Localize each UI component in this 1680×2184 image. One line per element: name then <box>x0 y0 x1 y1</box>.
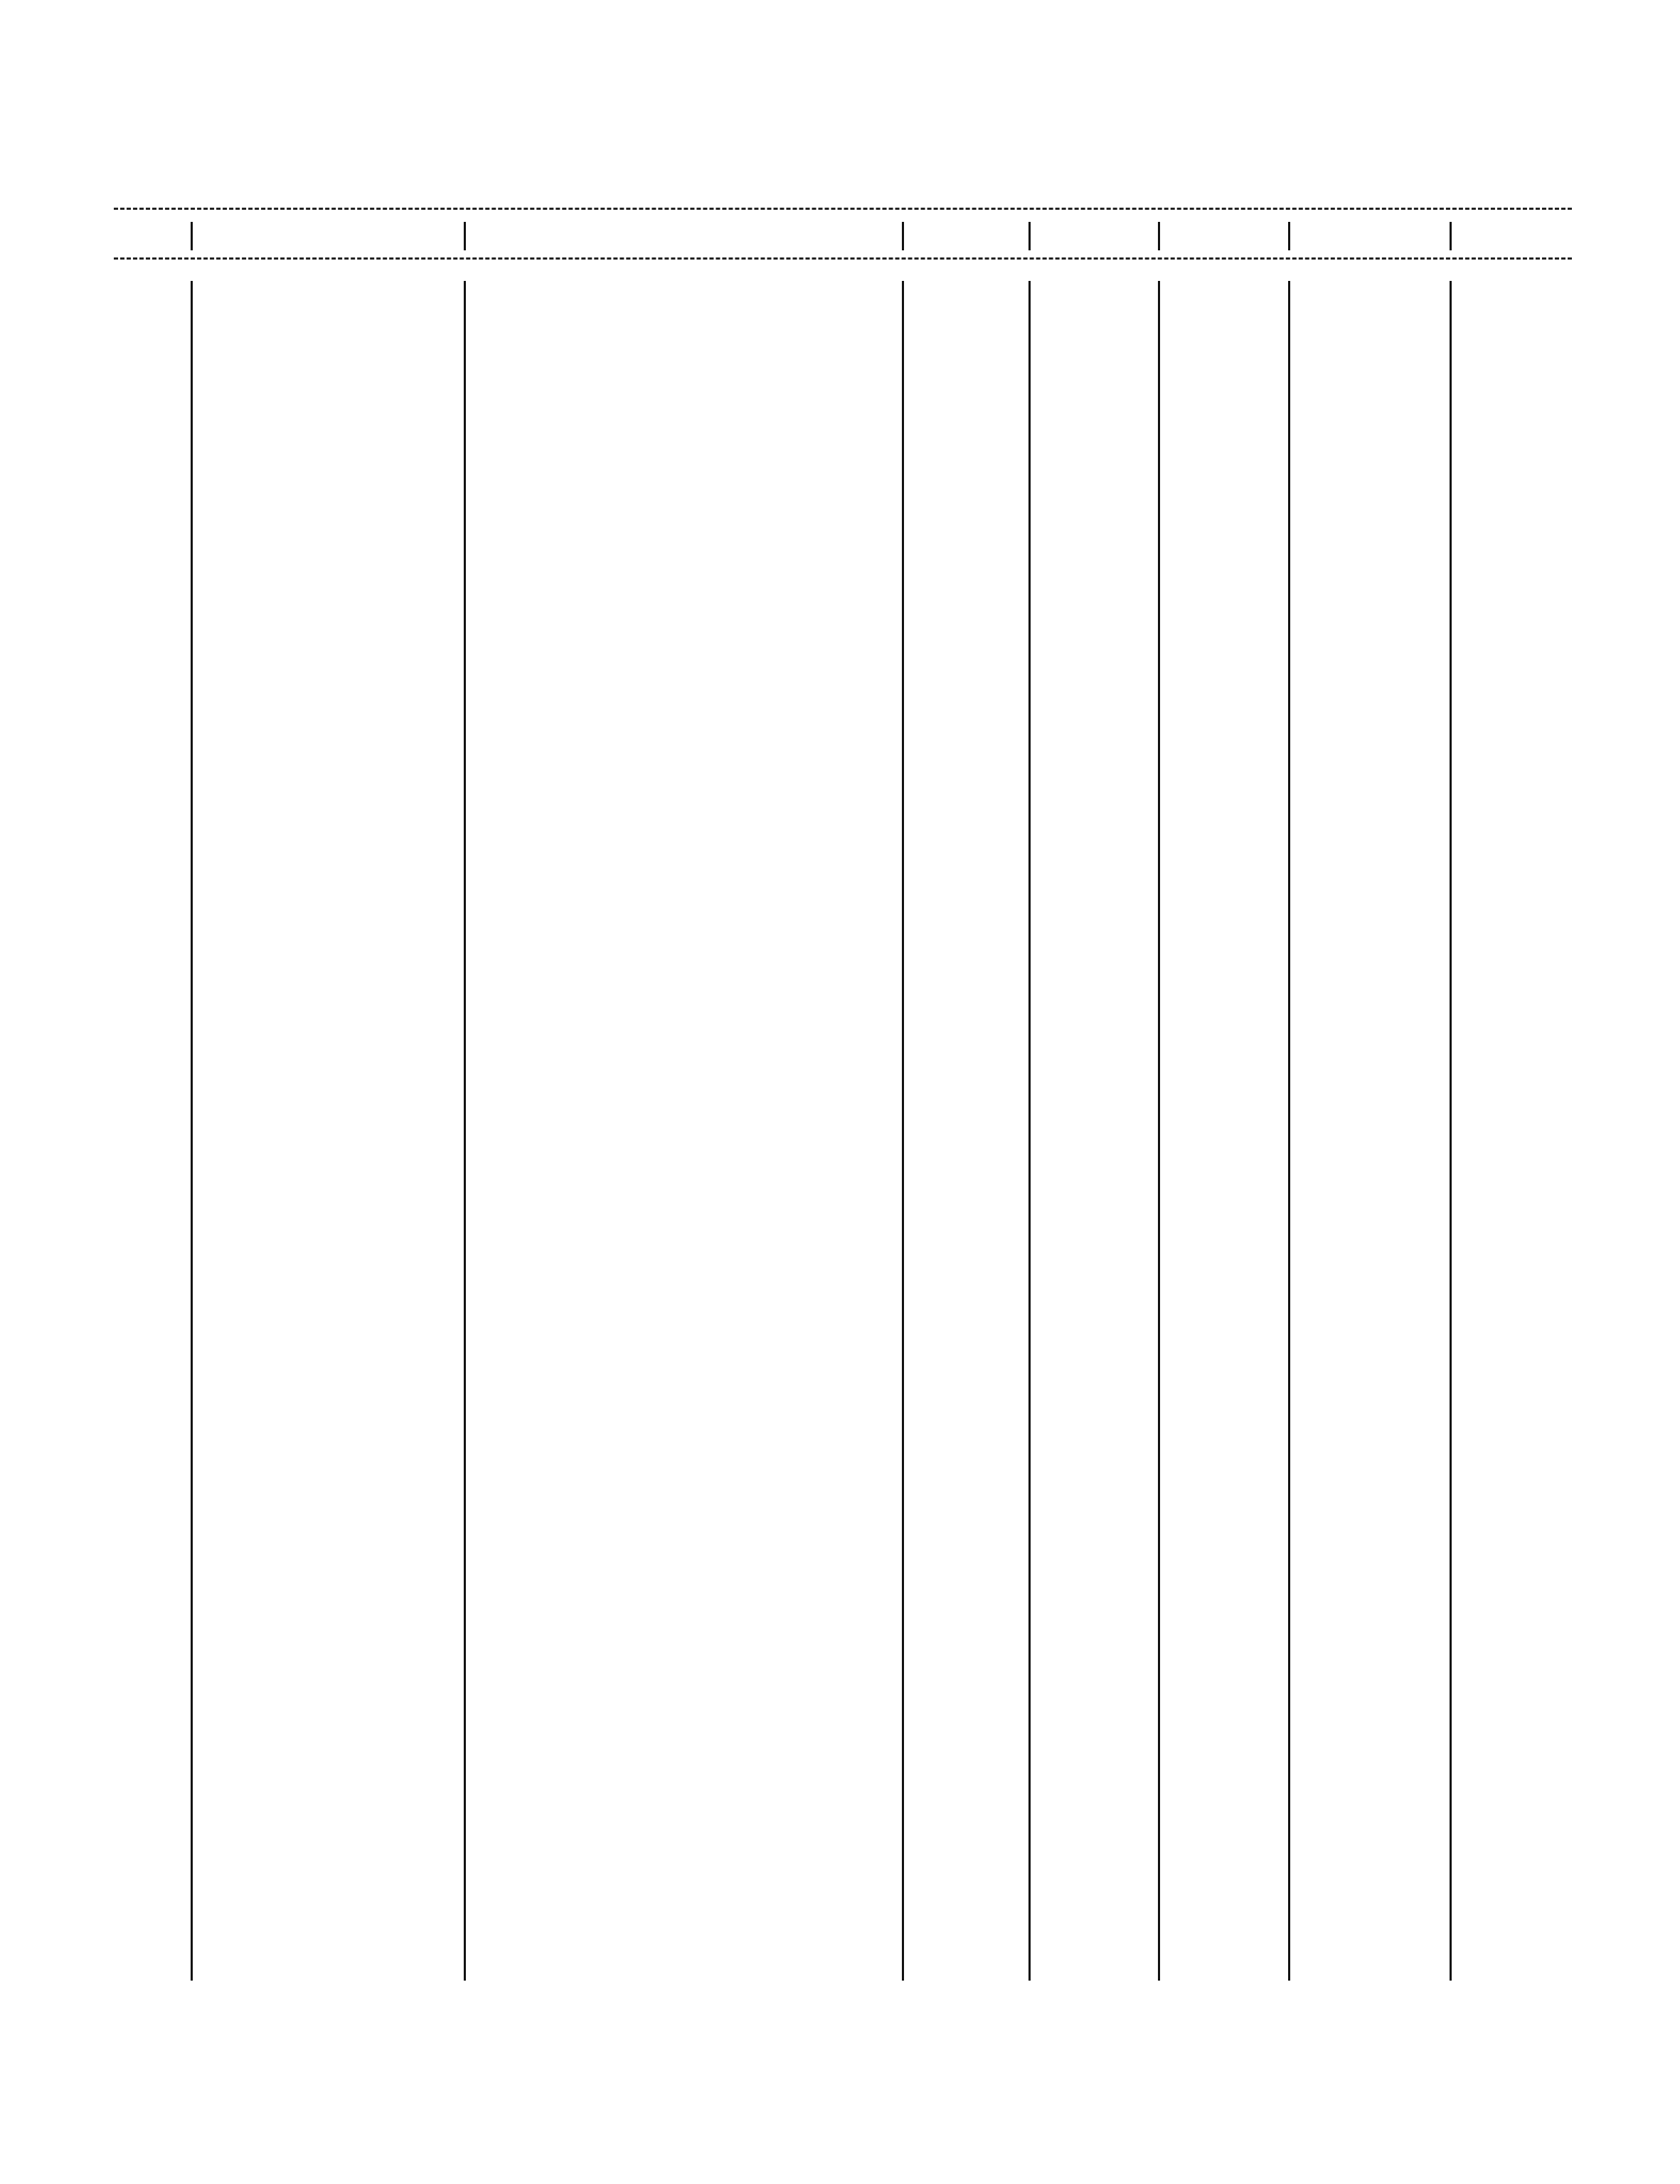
column-rule <box>1158 281 1160 1981</box>
column-rule <box>191 281 193 1981</box>
column-rule <box>902 281 904 1981</box>
header-divider <box>1288 222 1290 250</box>
header-divider <box>902 222 904 250</box>
column-rule <box>1450 281 1452 1981</box>
header-divider <box>1450 222 1452 250</box>
header-rule-bottom <box>114 257 1572 260</box>
header-divider <box>1158 222 1160 250</box>
header-divider <box>191 222 193 250</box>
column-rule <box>1028 281 1031 1981</box>
header-divider <box>464 222 466 250</box>
column-rule <box>1288 281 1290 1981</box>
column-rule <box>464 281 466 1981</box>
header-divider <box>1028 222 1031 250</box>
header-rule-top <box>114 208 1572 210</box>
